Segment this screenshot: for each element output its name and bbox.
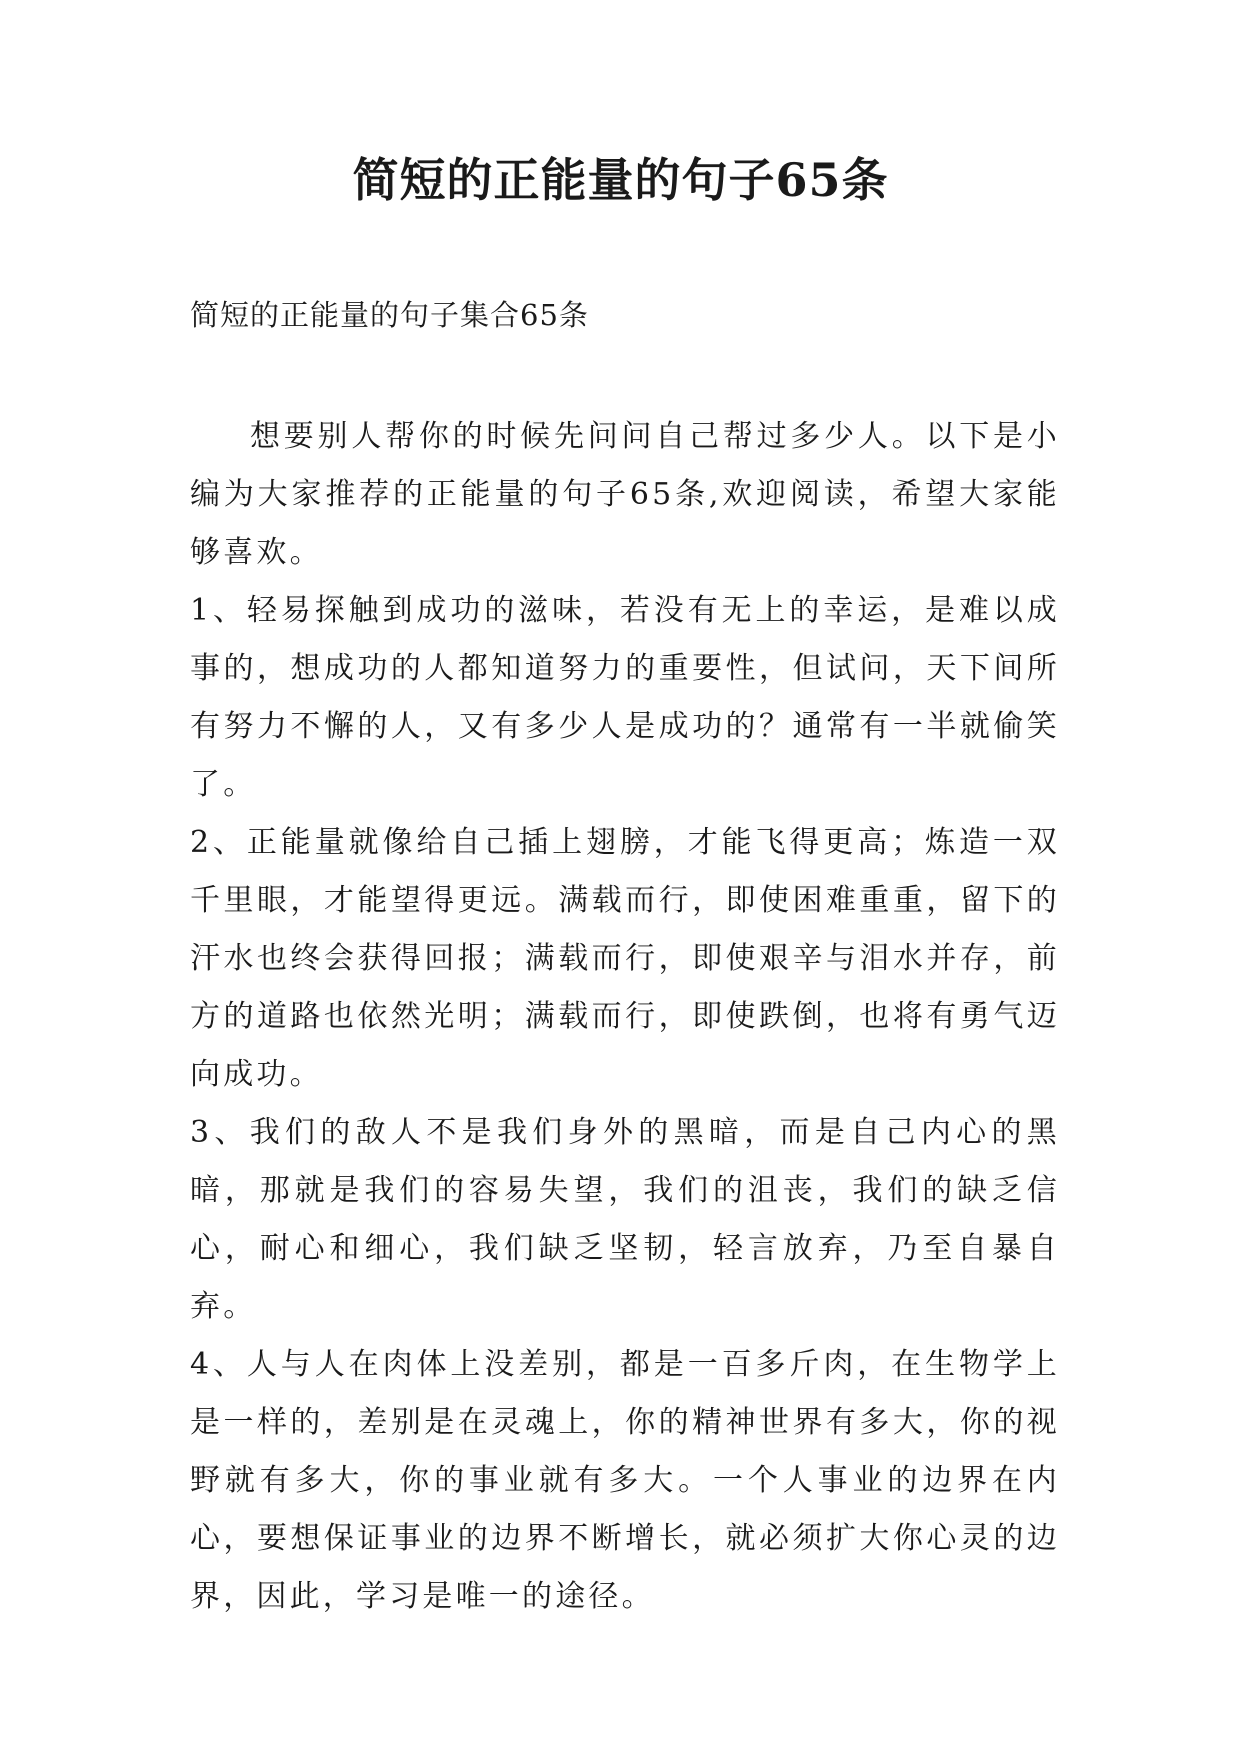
list-item-2: 2、正能量就像给自己插上翅膀，才能飞得更高；炼造一双千里眼，才能望得更远。满载而行，即使困难重重，留下的汗水也终会获得回报；满载而行，即使艰辛与泪水并存，前方的道路也依然光明；满载而行，即使跌倒，也将有勇气迈向成功。: [190, 825, 1060, 1092]
document-title: 简短的正能量的句子65条: [352, 153, 889, 207]
document-body: [190, 408, 1060, 1626]
list-item-4: 4、人与人在肉体上没差别，都是一百多斤肉，在生物学上是一样的，差别是在灵魂上，你的精神世界有多大，你的视野就有多大，你的事业就有多大。一个人事业的边界在内心，要想保证事业的边界不断增长，就必须扩大你心灵的边界，因此，学习是唯一的途径。: [190, 1347, 1060, 1614]
intro-paragraph: 想要别人帮你的时候先问问自己帮过多少人。以下是小编为大家推荐的正能量的句子65条,欢迎阅读，希望大家能够喜欢。: [190, 419, 1060, 570]
document-subtitle: 简短的正能量的句子集合65条: [190, 298, 589, 332]
list-item-1: 1、轻易探触到成功的滋味，若没有无上的幸运，是难以成事的，想成功的人都知道努力的重要性，但试问，天下间所有努力不懈的人，又有多少人是成功的？通常有一半就偷笑了。: [190, 593, 1060, 802]
list-item-3: 3、我们的敌人不是我们身外的黑暗，而是自己内心的黑暗，那就是我们的容易失望，我们的沮丧，我们的缺乏信心，耐心和细心，我们缺乏坚韧，轻言放弃，乃至自暴自弃。: [190, 1115, 1060, 1324]
